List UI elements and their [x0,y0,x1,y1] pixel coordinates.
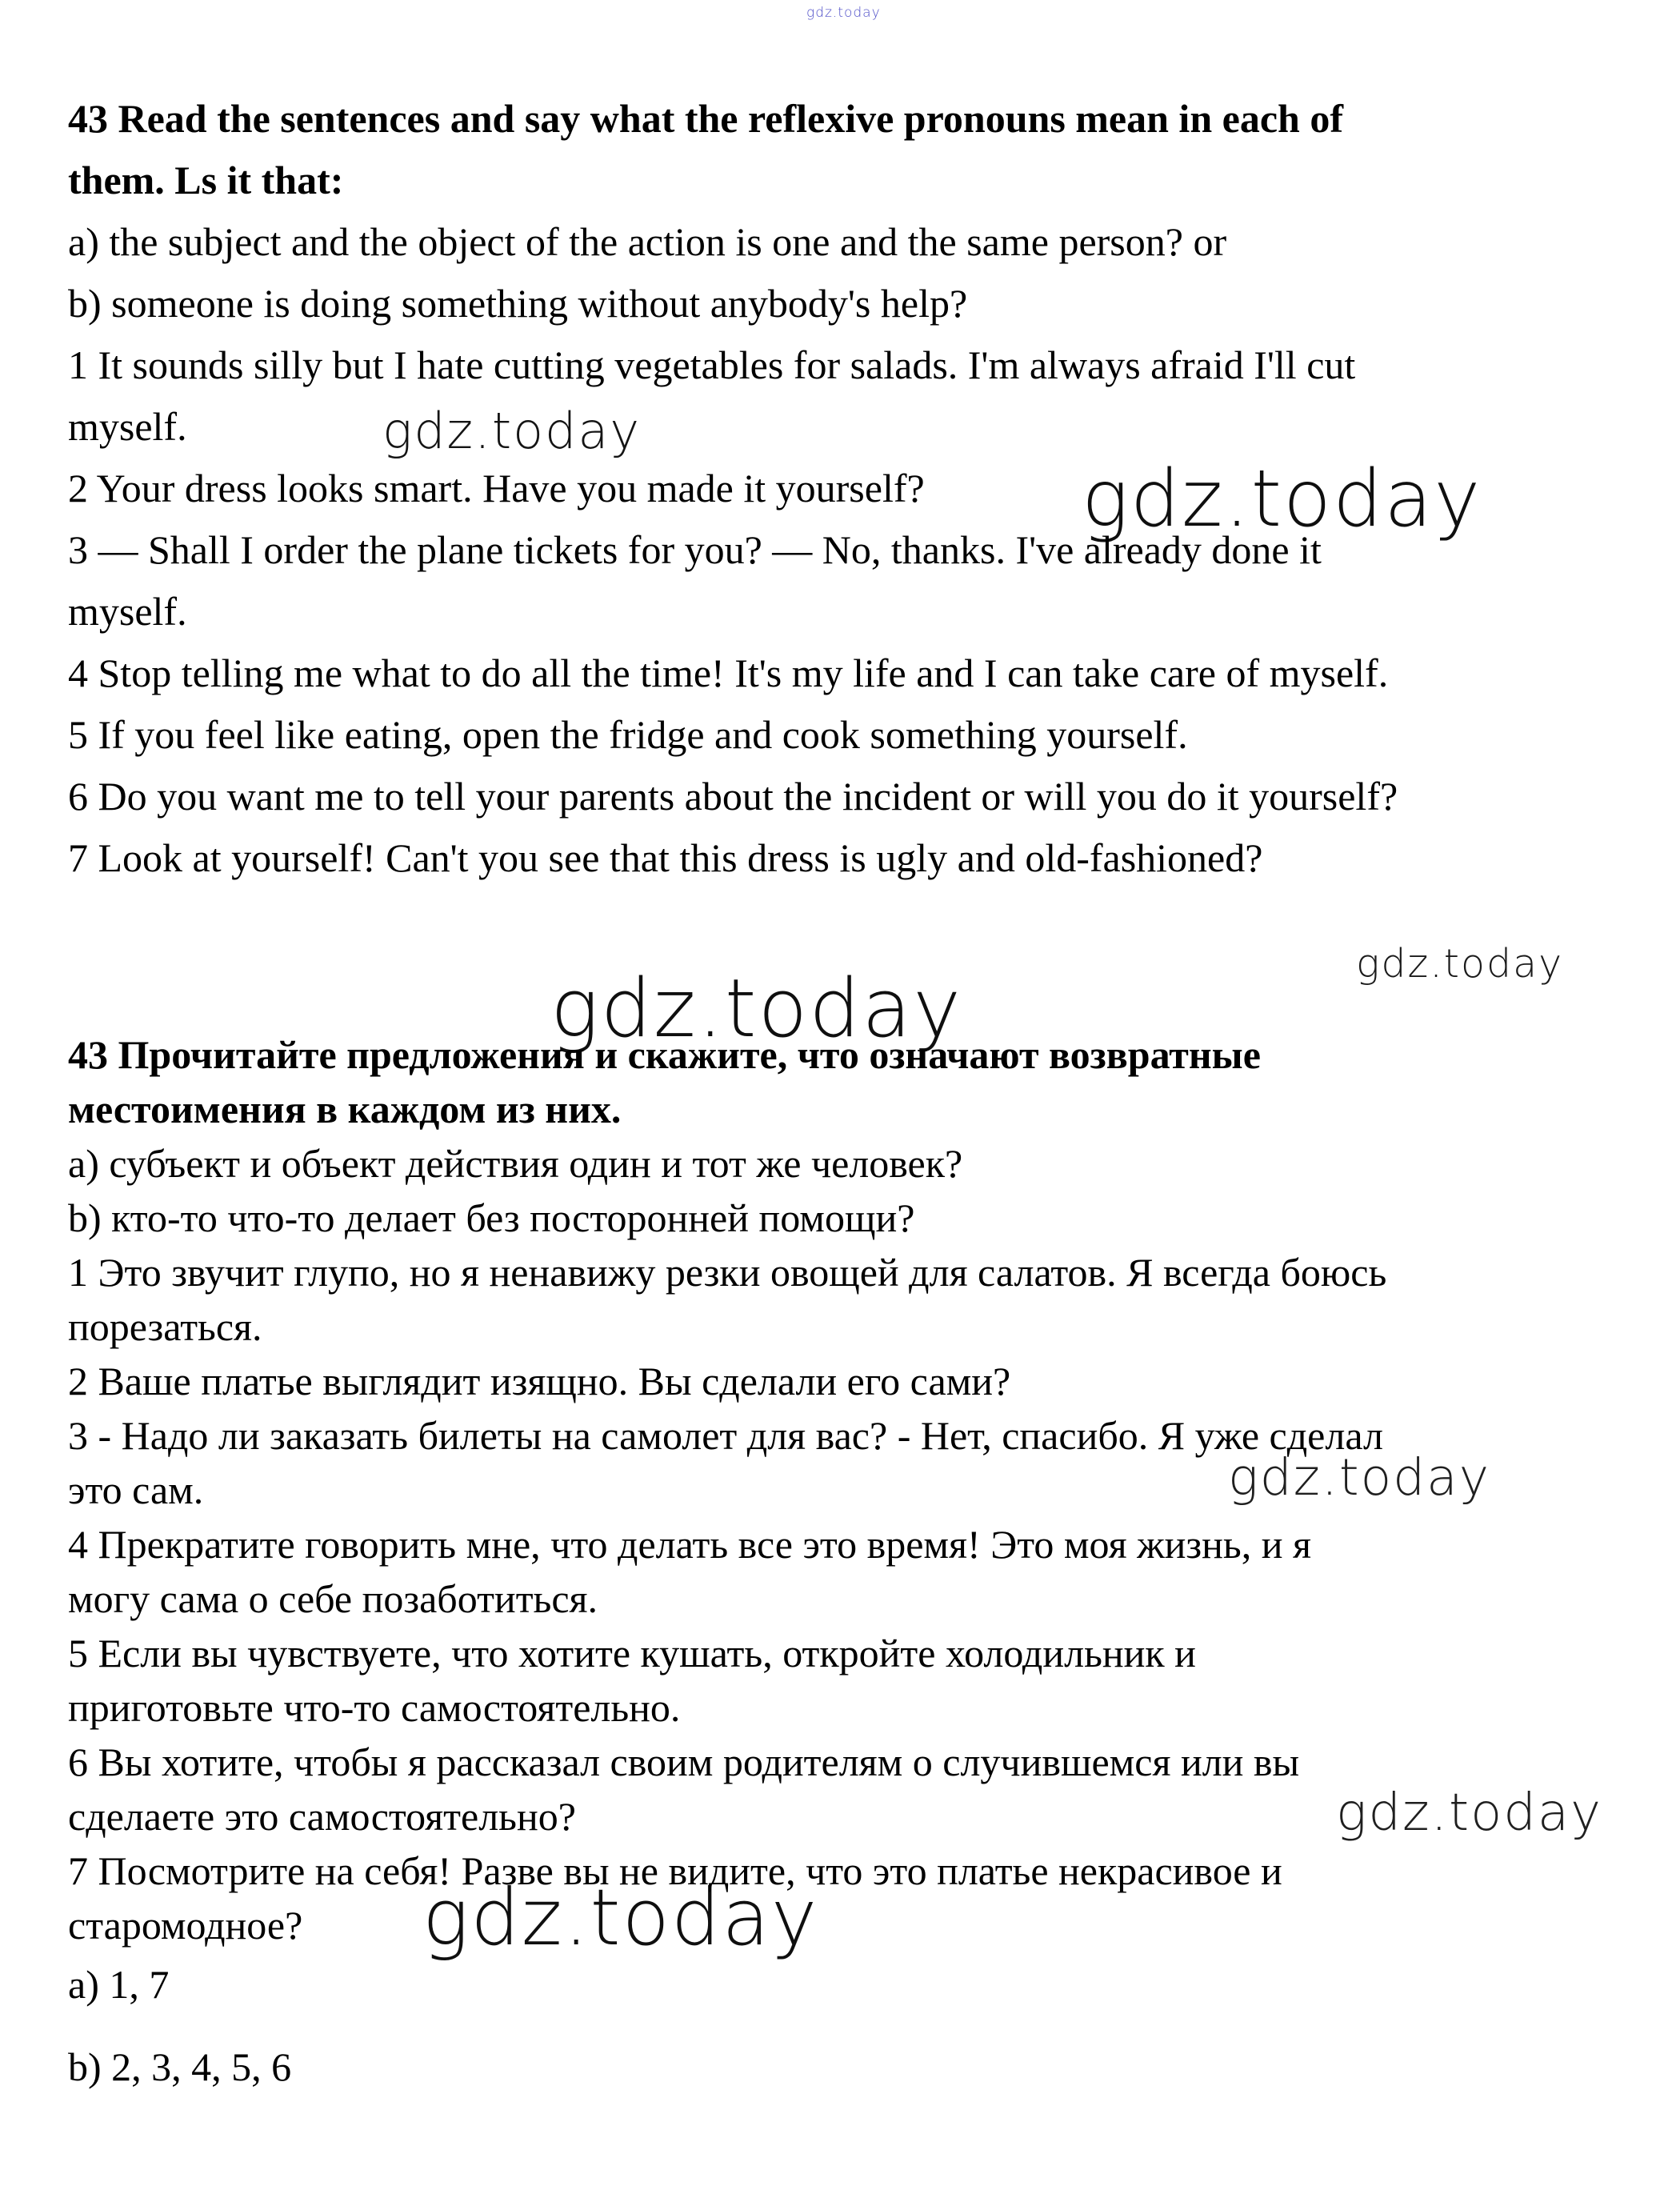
text-line: 7 Look at yourself! Can't you see that this dress is ugly and old-fashioned? [68,835,1263,880]
text-line: them. Ls it that: [68,158,344,202]
text-line: 43 Прочитайте предложения и скажите, что означают возвратные [68,1032,1261,1077]
answer-a: a) 1, 7 [68,1962,170,2007]
text-line: местоимения в каждом из них. [68,1087,622,1131]
text-line: b) кто-то что-то делает без посторонней помощи? [68,1195,915,1240]
watermark-gdz-today-english-1: gdz.today [382,402,642,460]
text-line: 2 Ваше платье выглядит изящно. Вы сделали его сами? [68,1359,1011,1403]
text-line: 4 Stop telling me what to do all the time! It's my life and I can take care of myself. [68,651,1389,695]
text-line: 43 Read the sentences and say what the reflexive pronouns mean in each of [68,96,1343,141]
watermark-gdz-today-english-2: gdz.today [1082,454,1482,545]
text-line: могу сама о себе позаботиться. [68,1576,598,1621]
text-line: 1 Это звучит глупо, но я ненавижу резки овощей для салатов. Я всегда боюсь [68,1250,1387,1295]
text-line: это сам. [68,1467,204,1512]
text-line: 5 If you feel like eating, open the fridge and cook something yourself. [68,712,1188,757]
text-line: a) the subject and the object of the action is one and the same person? or [68,219,1227,264]
text-line: myself. [68,589,187,634]
text-line: 4 Прекратите говорить мне, что делать все это время! Это моя жизнь, и я [68,1522,1311,1567]
watermark-gdz-today-russian-big: gdz.today [422,1872,819,1963]
text-line: 1 It sounds silly but I hate cutting vegetables for salads. I'm always afraid I'll cut [68,342,1356,387]
watermark-gdz-today-russian-2: gdz.today [1336,1784,1602,1843]
text-line: порезаться. [68,1304,262,1349]
text-line: приготовьте что-то самостоятельно. [68,1685,681,1730]
text-line: старомодное? [68,1903,303,1948]
text-line: 6 Do you want me to tell your parents about the incident or will you do it yourself? [68,774,1398,819]
text-line: 3 — Shall I order the plane tickets for you? — No, thanks. I've already done it [68,527,1322,572]
watermark-gdz-today-middle-small: gdz.today [1356,941,1564,987]
text-line: b) someone is doing something without anybody's help? [68,281,968,326]
text-line: a) субъект и объект действия один и тот же человек? [68,1141,963,1186]
russian-translation-block [68,1027,1386,1952]
watermark-gdz-today-russian-1: gdz.today [1228,1448,1491,1507]
text-line: 3 - Надо ли заказать билеты на самолет для вас? - Нет, спасибо. Я уже сделал [68,1413,1383,1458]
text-line: 5 Если вы чувствуете, что хотите кушать, откройте холодильник и [68,1631,1196,1676]
answer-b: b) 2, 3, 4, 5, 6 [68,2044,292,2089]
text-line: 6 Вы хотите, чтобы я рассказал своим родителям о случившемся или вы [68,1740,1300,1784]
text-line: 7 Посмотрите на себя! Разве вы не видите, что это платье некрасивое и [68,1848,1282,1893]
watermark-gdz-today-middle-big: gdz.today [550,961,963,1055]
text-line: сделаете это самостоятельно? [68,1794,576,1839]
text-line: 2 Your dress looks smart. Have you made it yourself? [68,466,925,510]
watermark-gdz-today-top: gdz.today [806,5,881,21]
text-line: myself. [68,404,187,449]
english-exercise-block [68,88,1398,889]
